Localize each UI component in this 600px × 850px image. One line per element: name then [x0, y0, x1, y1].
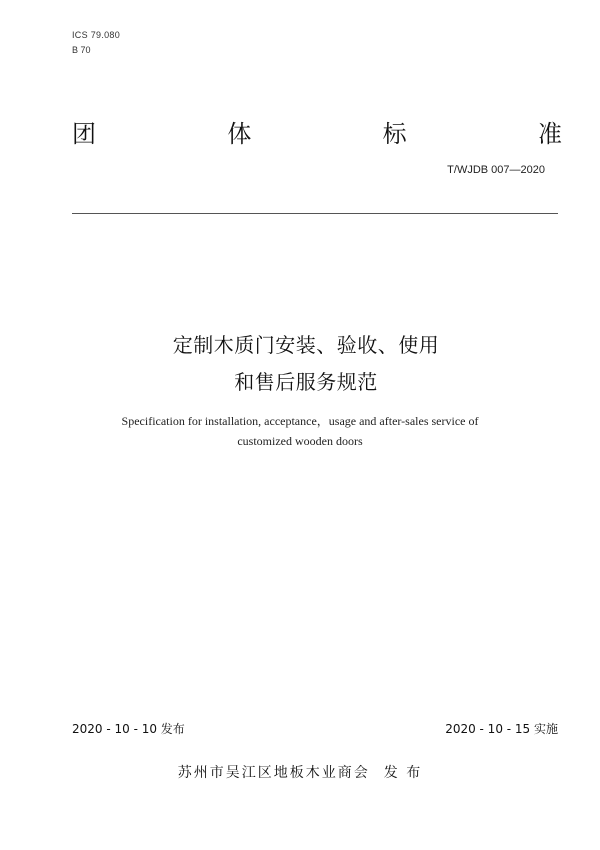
- implementation-date: 2020 - 10 - 15 实施: [445, 722, 558, 736]
- title-english-line-1: Specification for installation, acceptance，usage and after-sales service of: [121, 414, 479, 428]
- title-chinese-line-1: 定制木质门安装、验收、使用: [172, 333, 440, 357]
- publisher-name: 苏州市吴江区地板木业商会: [177, 765, 370, 781]
- standard-number: T/WJDB 007—2020: [447, 164, 545, 176]
- ccs-code: B 70: [72, 45, 91, 55]
- issue-date: 2020 - 10 - 10 发布: [72, 722, 185, 736]
- doc-type-char: 标: [382, 120, 407, 148]
- document-type-heading: [72, 114, 562, 149]
- title-chinese-line-2: 和售后服务规范: [234, 370, 378, 394]
- header-divider: [72, 213, 558, 214]
- publisher-line: [0, 762, 600, 782]
- doc-type-char: 准: [537, 120, 562, 148]
- doc-type-char: 团: [72, 120, 96, 148]
- publisher-action: 发 布: [383, 765, 423, 781]
- ics-code: ICS 79.080: [72, 30, 121, 40]
- title-english-line-2: customized wooden doors: [237, 434, 363, 448]
- doc-type-char: 体: [227, 120, 252, 148]
